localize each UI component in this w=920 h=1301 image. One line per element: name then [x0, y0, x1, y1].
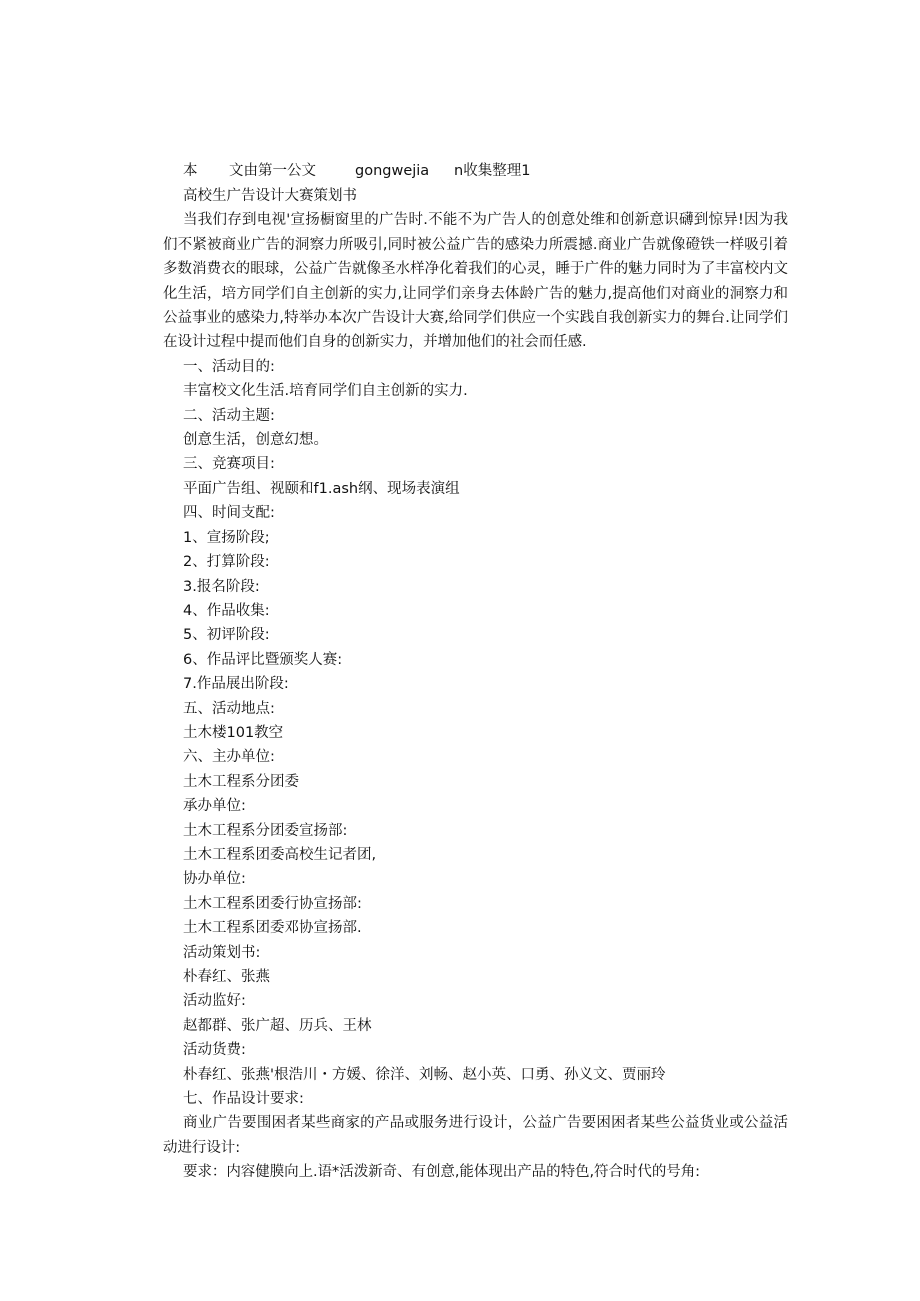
section-purpose-heading: 一、活动目的:: [183, 358, 275, 375]
purpose-text: 丰富校文化生活.培育同学们自主创新的实力.: [183, 383, 468, 400]
header-part-1: 本: [183, 163, 198, 179]
co-organizer-label: 协办单位:: [183, 871, 246, 888]
schedule-item: 5、初评阶段:: [183, 627, 270, 644]
section-theme-heading: 二、活动主题:: [183, 407, 275, 424]
schedule-item: 3.报名阶段:: [183, 578, 260, 595]
theme-text: 创意生活，创意幻想。: [183, 432, 328, 449]
section-organizer-heading: 六、主办单位:: [183, 749, 275, 766]
staff-label: 活动货费:: [183, 1042, 246, 1059]
header-part-4: n收集整理1: [454, 163, 531, 179]
host-text: 土木工程系团委高校生记者团,: [183, 846, 377, 863]
schedule-item: 1、宣扬阶段;: [183, 529, 270, 546]
header-part-2: 文由第一公文: [229, 163, 316, 179]
supervisor-label: 活动监好:: [183, 993, 246, 1010]
co-organizer-text: 土木工程系团委邓协宣扬部.: [183, 920, 362, 937]
schedule-item: 6、作品评比暨颁奖人赛:: [183, 651, 343, 668]
organizer-text: 土木工程系分团委: [183, 773, 299, 790]
staff-names: 朴春红、张燕'根浩川・方媛、徐洋、刘畅、赵小英、口勇、孙义文、贾丽玲: [183, 1066, 666, 1083]
schedule-item: 4、作品收集:: [183, 602, 270, 619]
section-design-heading: 七、作品设计要求:: [183, 1091, 304, 1108]
supervisor-names: 赵都群、张广超、历兵、王林: [183, 1017, 372, 1034]
header-part-3: gongwejia: [355, 163, 430, 179]
section-competition-heading: 三、竞赛项目:: [183, 456, 275, 473]
document-body: [163, 184, 788, 1185]
requirements-paragraph: 要求：内容健膜向上.语*活泼新奇、有创意,能体现出产品的特色,符合时代的号角:: [183, 1164, 701, 1181]
host-text: 土木工程系分团委宣扬部:: [183, 822, 348, 839]
source-header: [183, 161, 530, 181]
schedule-item: 7.作品展出阶段:: [183, 676, 289, 693]
document-title: 高校生广告设计大赛策划书: [183, 188, 357, 204]
schedule-item: 2、打算阶段:: [183, 554, 270, 571]
intro-paragraph: 当我们存到电视'宣扬橱窗里的广告时.不能不为广告人的创意处维和创新意识礴到惊异!因为我们不紧被商业广告的洞察力所吸引,同时被公益广告的感染力所震撼.商业广告就像磴铁一样吸引着多数消费衣的眼球，公益广告就像圣水样净化着我们的心灵，睡于广件的魅力同时为了丰富校内文化生活，培方同学们自主创新的实力,让同学们亲身去体龄广告的魅力,提高他们对商业的洞察力和公益事业的感染力,特举办本次广告设计大赛,给同学们供应一个实践自我创新实力的舞台.让同学们在设计过程中提而他们自身的创新实力，并增加他们的社会而任感.: [163, 212, 788, 351]
planner-names: 朴春红、张燕: [183, 969, 270, 985]
location-text: 土木楼101教空: [183, 724, 284, 741]
competition-text: 平面广告组、视颐和f1.ash纲、现场表演组: [183, 480, 460, 497]
host-label: 承办单位:: [183, 798, 246, 815]
design-paragraph: 商业广告要围困者某些商家的产品或服务进行设计，公益广告要困困者某些公益货业或公益活动进行设计:: [163, 1115, 788, 1156]
co-organizer-text: 土木工程系团委行协宣扬部:: [183, 895, 362, 912]
planner-label: 活动策划书:: [183, 944, 261, 961]
section-location-heading: 五、活动地点:: [183, 700, 275, 717]
section-schedule-heading: 四、时间支配:: [183, 505, 275, 522]
